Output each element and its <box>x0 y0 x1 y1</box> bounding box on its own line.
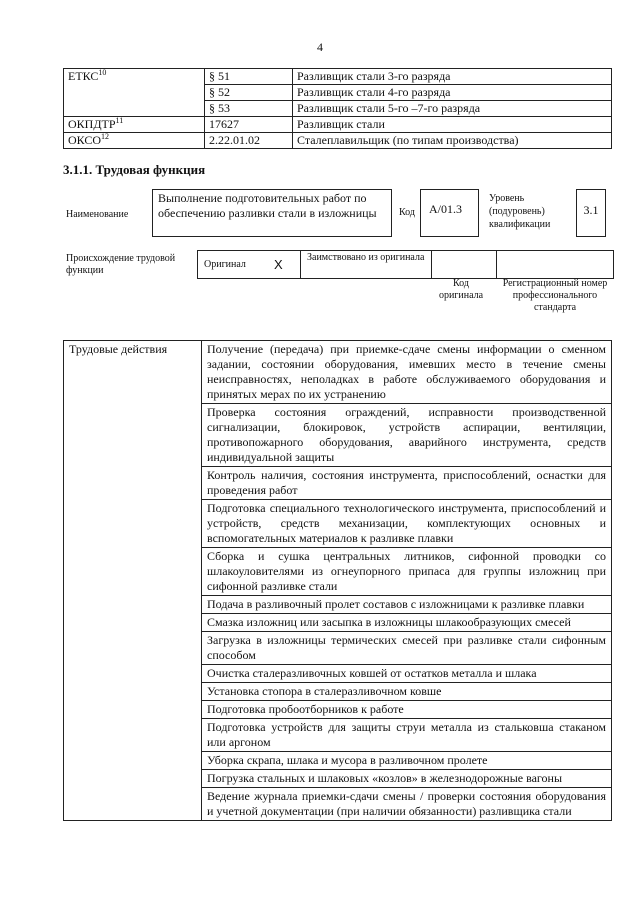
action-item: Контроль наличия, состояния инструмента, приспособлений, оснастки для проведения работ <box>202 467 612 500</box>
reg-number-caption: Регистрационный номер профессионального стандарта <box>502 278 608 313</box>
codes-code-cell <box>64 69 205 117</box>
action-item: Загрузка в изложницы термических смесей при разливке стали сифонным способом <box>202 632 612 665</box>
original-mark: X <box>268 251 301 279</box>
table-row <box>64 69 612 85</box>
codes-code-cell <box>64 133 205 149</box>
section-title: 3.1.1. Трудовая функция <box>63 162 206 177</box>
action-item: Подготовка устройств для защиты струи металла из стальковша стаканом или аргоном <box>202 719 612 752</box>
reg-number-cell <box>497 251 614 279</box>
level-label <box>489 192 550 231</box>
codes-num-cell: § 51 <box>205 69 293 85</box>
codes-table <box>63 68 612 149</box>
action-item: Уборка скрапа, шлака и мусора в разливочном пролете <box>202 752 612 770</box>
codes-code-cell <box>64 117 205 133</box>
code-name: ЕТКС <box>68 69 99 83</box>
codes-num-cell: 2.22.01.02 <box>205 133 293 149</box>
codes-name-cell: Разливщик стали 4-го разряда <box>293 85 612 101</box>
actions-table <box>63 340 612 821</box>
table-row <box>64 341 612 404</box>
codes-name-cell: Разливщик стали <box>293 117 612 133</box>
codes-num-cell: § 53 <box>205 101 293 117</box>
footnote-ref: 12 <box>101 132 110 141</box>
page-number: 4 <box>317 40 323 54</box>
code-name: ОКСО <box>68 133 102 147</box>
table-row <box>64 117 612 133</box>
codes-name-cell: Сталеплавильщик (по типам производства) <box>293 133 612 149</box>
table-row <box>64 133 612 149</box>
naimenovanie-value: Выполнение подготовительных работ по обеспечению разливки стали в изложницы <box>152 189 392 237</box>
level-value: 3.1 <box>576 189 606 237</box>
footnote-ref: 10 <box>98 68 107 77</box>
table-row <box>198 251 614 279</box>
kod-label: Код <box>399 207 415 218</box>
level-label-line: (подуровень) <box>489 206 545 217</box>
codes-name-cell: Разливщик стали 5-го –7-го разряда <box>293 101 612 117</box>
codes-num-cell: 17627 <box>205 117 293 133</box>
action-item: Получение (передача) при приемке-сдаче смены информации о сменном задании, состоянии оборудования, имевших место в течение смены неисправностях, неполадках в работе обслуживаемого оборудования и принятых мерах по их устранению <box>202 341 612 404</box>
footnote-ref: 11 <box>115 116 124 125</box>
codes-name-cell: Разливщик стали 3-го разряда <box>293 69 612 85</box>
original-label: Оригинал <box>198 251 269 279</box>
action-item: Проверка состояния ограждений, исправности производственной сигнализации, блокировок, устройств аспирации, вентиляции, противопожарного оборудования, аварийного инструмента, средств индивидуальной защиты <box>202 404 612 467</box>
action-item: Сборка и сушка центральных литников, сифонной проводки со шлакоуловителями из огнеупорного припаса для группы изложниц при сифонной разливке стали <box>202 548 612 596</box>
naimenovanie-label: Наименование <box>66 209 129 220</box>
action-item: Ведение журнала приемки-сдачи смены / проверки состояния оборудования и учетной документации (при наличии обязанности) разливщика стали <box>202 788 612 821</box>
actions-header: Трудовые действия <box>64 341 202 821</box>
code-name: ОКПДТР <box>68 117 116 131</box>
action-item: Подготовка специального технологического инструмента, приспособлений и устройств, средств механизации, комплектующих основных и вспомогательных материалов к разливке плавки <box>202 500 612 548</box>
action-item: Погрузка стальных и шлаковых «козлов» в железнодорожные вагоны <box>202 770 612 788</box>
action-item: Очистка сталеразливочных ковшей от остатков металла и шлака <box>202 665 612 683</box>
action-item: Смазка изложниц или засыпка в изложницы шлакообразующих смесей <box>202 614 612 632</box>
level-label-line: квалификации <box>489 219 551 230</box>
action-item: Подготовка пробоотборников к работе <box>202 701 612 719</box>
level-label-line: Уровень <box>489 193 525 204</box>
borrowed-label: Заимствовано из оригинала <box>301 251 432 279</box>
codes-num-cell: § 52 <box>205 85 293 101</box>
origin-code-caption: Код оригинала <box>438 278 484 301</box>
origin-table <box>197 250 614 279</box>
action-item: Установка стопора в сталеразливочном ковше <box>202 683 612 701</box>
action-item: Подача в разливочный пролет составов с изложницами к разливке плавки <box>202 596 612 614</box>
kod-value: А/01.3 <box>420 189 479 237</box>
origin-code-cell <box>432 251 497 279</box>
origin-label: Происхождение трудовой функции <box>66 253 176 276</box>
